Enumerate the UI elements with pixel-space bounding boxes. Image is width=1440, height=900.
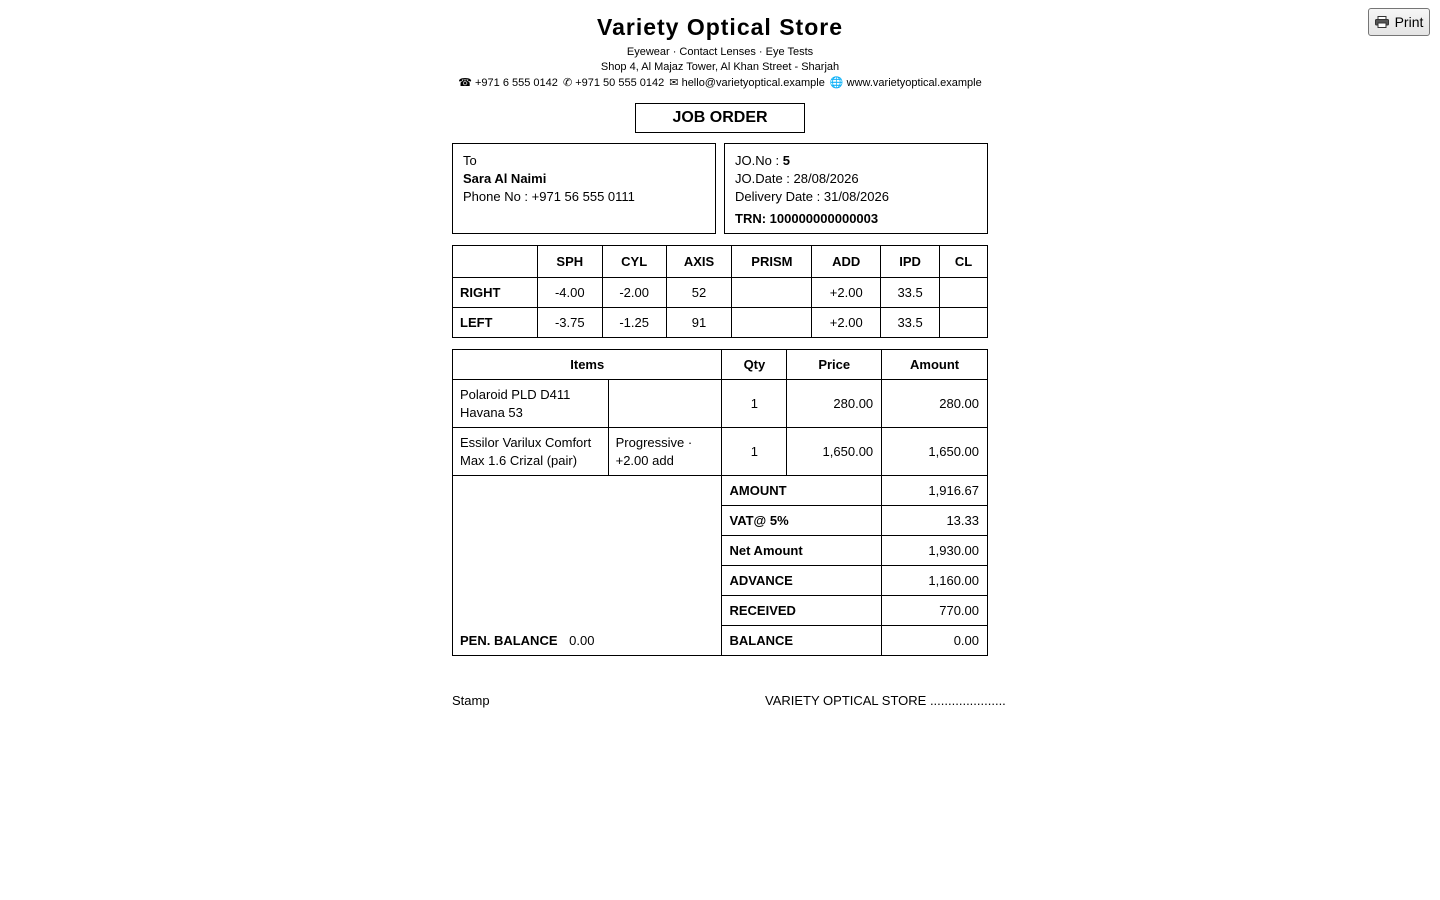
add-value: +2.00 bbox=[812, 308, 881, 338]
net-amount-label: Net Amount bbox=[722, 536, 882, 566]
received-label: RECEIVED bbox=[722, 596, 882, 626]
prescription-header: CL bbox=[940, 246, 988, 278]
item-detail-line: +2.00 add bbox=[615, 452, 674, 468]
item-qty: 1 bbox=[722, 380, 787, 428]
delivery-date: Delivery Date : 31/08/2026 bbox=[735, 189, 889, 204]
eye-label: RIGHT bbox=[453, 278, 538, 308]
item-price: 280.00 bbox=[787, 380, 882, 428]
vat-label: VAT@ 5% bbox=[722, 506, 882, 536]
cyl-value: -1.25 bbox=[602, 308, 666, 338]
prescription-header: SPH bbox=[537, 246, 602, 278]
advance-value: 1,160.00 bbox=[882, 566, 988, 596]
cl-value bbox=[940, 278, 988, 308]
item-row bbox=[453, 428, 988, 476]
trn-number: TRN: 100000000000003 bbox=[735, 211, 879, 226]
prescription-header: IPD bbox=[881, 246, 940, 278]
prescription-header bbox=[453, 246, 538, 278]
item-name-line: Max 1.6 Crizal (pair) bbox=[460, 452, 578, 468]
store-tagline: Eyewear · Contact Lenses · Eye Tests bbox=[626, 46, 814, 58]
prescription-table bbox=[452, 245, 988, 338]
cyl-value: -2.00 bbox=[602, 278, 666, 308]
cl-value bbox=[940, 308, 988, 338]
item-name-line: Havana 53 bbox=[460, 404, 523, 420]
prescription-row-left bbox=[453, 308, 988, 338]
customer-box bbox=[452, 143, 716, 234]
jo-number-value: 5 bbox=[782, 153, 790, 168]
print-button-label: Print bbox=[1394, 14, 1424, 30]
prism-value bbox=[732, 278, 812, 308]
amount-header: Amount bbox=[882, 350, 988, 380]
balance-value: 0.00 bbox=[882, 626, 988, 656]
order-box bbox=[724, 143, 988, 234]
item-qty: 1 bbox=[722, 428, 787, 476]
item-name bbox=[453, 428, 609, 476]
amount-label: AMOUNT bbox=[722, 476, 882, 506]
items-header: Items bbox=[453, 350, 722, 380]
add-value: +2.00 bbox=[812, 278, 881, 308]
store-phone: ☎ +971 6 555 0142 bbox=[458, 77, 558, 89]
store-name: Variety Optical Store bbox=[597, 14, 843, 40]
prescription-header-row bbox=[453, 246, 988, 278]
item-detail bbox=[608, 380, 722, 428]
net-amount-value: 1,930.00 bbox=[882, 536, 988, 566]
store-contacts bbox=[0, 76, 1440, 90]
jo-number-label: JO.No : bbox=[735, 153, 783, 168]
document-title: JOB ORDER bbox=[635, 103, 805, 133]
prescription-header: AXIS bbox=[666, 246, 732, 278]
balance-label: BALANCE bbox=[722, 626, 882, 656]
stamp-label: Stamp bbox=[452, 693, 490, 708]
advance-label: ADVANCE bbox=[722, 566, 882, 596]
store-mobile: ✆ +971 50 555 0142 bbox=[562, 77, 665, 89]
items-table bbox=[452, 349, 988, 656]
item-row bbox=[453, 380, 988, 428]
vat-value: 13.33 bbox=[882, 506, 988, 536]
prescription-header: CYL bbox=[602, 246, 666, 278]
items-header-row bbox=[453, 350, 988, 380]
axis-value: 91 bbox=[666, 308, 732, 338]
store-email: ✉ hello@varietyoptical.example bbox=[669, 77, 825, 89]
item-name-line: Polaroid PLD D411 bbox=[460, 386, 571, 402]
ipd-value: 33.5 bbox=[881, 278, 940, 308]
prescription-row-right bbox=[453, 278, 988, 308]
received-value: 770.00 bbox=[882, 596, 988, 626]
signature-line: VARIETY OPTICAL STORE ..................... bbox=[765, 693, 1006, 708]
item-price: 1,650.00 bbox=[787, 428, 882, 476]
item-detail-line: Progressive · bbox=[615, 434, 693, 450]
amount-value: 1,916.67 bbox=[882, 476, 988, 506]
sph-value: -4.00 bbox=[537, 278, 602, 308]
jo-number bbox=[735, 152, 977, 170]
customer-phone: Phone No : +971 56 555 0111 bbox=[463, 189, 635, 204]
item-detail bbox=[608, 428, 722, 476]
pending-balance-label: PEN. BALANCE bbox=[460, 633, 558, 648]
store-website: 🌐 www.varietyoptical.example bbox=[829, 77, 982, 89]
item-amount: 280.00 bbox=[882, 380, 988, 428]
eye-label: LEFT bbox=[453, 308, 538, 338]
item-name bbox=[453, 380, 609, 428]
axis-value: 52 bbox=[666, 278, 732, 308]
pending-balance bbox=[453, 476, 722, 656]
item-name-line: Essilor Varilux Comfort bbox=[460, 434, 592, 450]
pending-balance-value: 0.00 bbox=[569, 633, 595, 648]
ipd-value: 33.5 bbox=[881, 308, 940, 338]
item-amount: 1,650.00 bbox=[882, 428, 988, 476]
prescription-header: ADD bbox=[812, 246, 881, 278]
qty-header: Qty bbox=[722, 350, 787, 380]
sph-value: -3.75 bbox=[537, 308, 602, 338]
customer-name: Sara Al Naimi bbox=[463, 171, 547, 186]
prism-value bbox=[732, 308, 812, 338]
to-label: To bbox=[463, 153, 477, 168]
prescription-header: PRISM bbox=[732, 246, 812, 278]
price-header: Price bbox=[787, 350, 882, 380]
store-address: Shop 4, Al Majaz Tower, Al Khan Street - Sharjah bbox=[600, 61, 840, 73]
jo-date: JO.Date : 28/08/2026 bbox=[735, 171, 859, 186]
total-row-amount bbox=[453, 476, 988, 506]
